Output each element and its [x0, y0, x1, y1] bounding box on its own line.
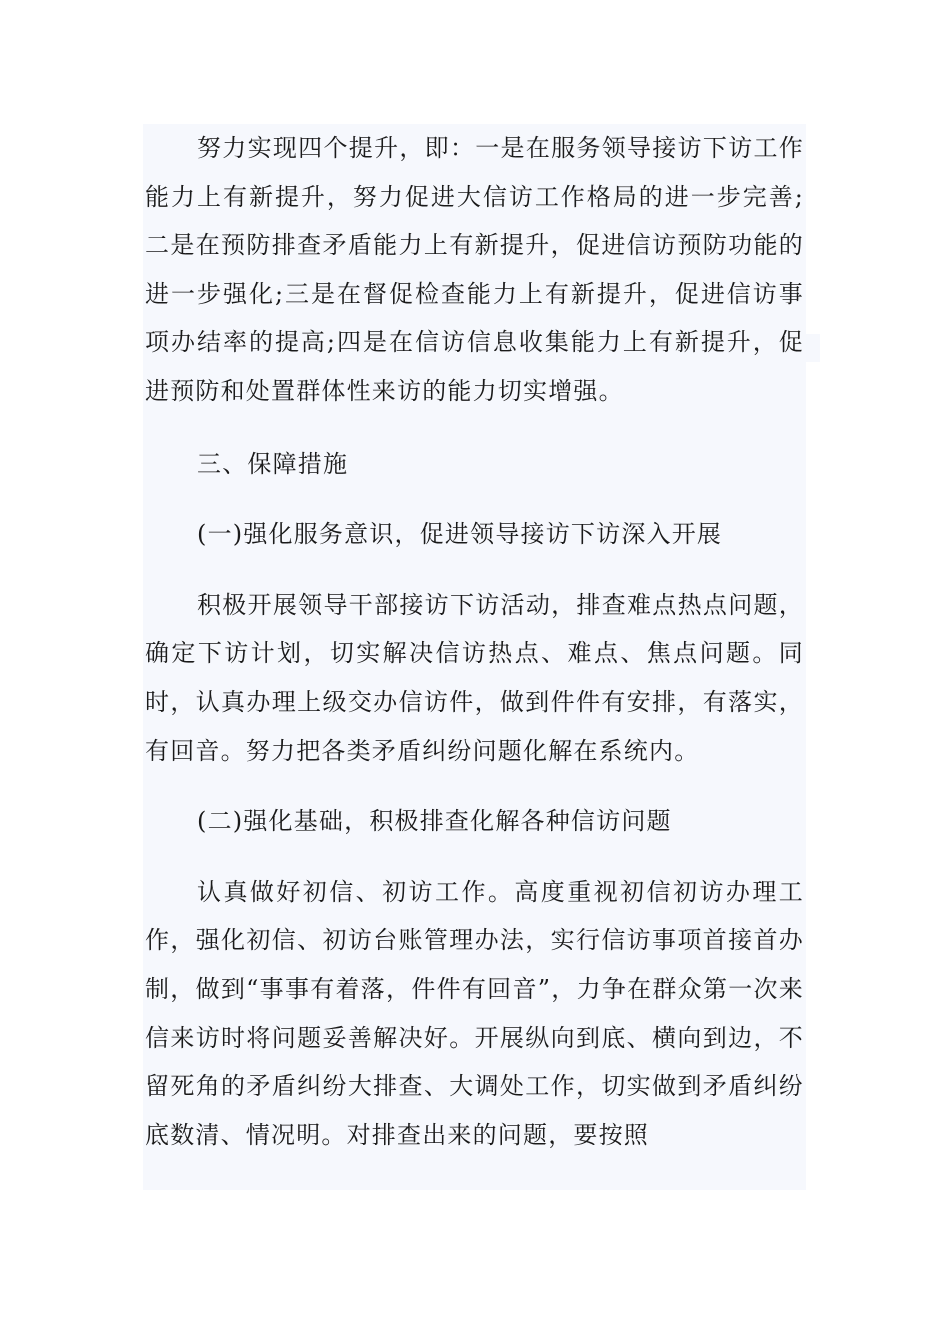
- paragraph-leadership-visits: 积极开展领导干部接访下访活动，排查难点热点问题，确定下访计划，切实解决信访热点、难点、焦点问题。同时，认真办理上级交办信访件，做到件件有安排，有落实，有回音。努力把各类矛盾纠纷问题化解在系统内。: [145, 590, 804, 765]
- section-heading-safeguards: 三、保障措施: [197, 449, 349, 478]
- subsection-heading-strengthen-foundation: (二)强化基础，积极排查化解各种信访问题: [197, 807, 672, 836]
- paragraph-initial-visits: 认真做好初信、初访工作。高度重视初信初访办理工作，强化初信、初访台账管理办法，实行信访事项首接首办制，做到“事事有着落，件件有回音”，力争在群众第一次来信来访时将问题妥善解决好。开展纵向到底、横向到边，不留死角的矛盾纠纷大排查、大调处工作，切实做到矛盾纠纷底数清、情况明。对排查出来的问题，要按照: [145, 877, 804, 1149]
- document-text-block: [143, 124, 806, 1190]
- paragraph-four-improvements: 努力实现四个提升，即：一是在服务领导接访下访工作能力上有新提升，努力促进大信访工作格局的进一步完善;二是在预防排查矛盾能力上有新提升，促进信访预防功能的进一步强化;三是在督促检查能力上有新提升，促进信访事项办结率的提高;四是在信访信息收集能力上有新提升，促进预防和处置群体性来访的能力切实增强。: [145, 134, 804, 405]
- subsection-heading-service-awareness: (一)强化服务意识，促进领导接访下访深入开展: [197, 520, 723, 549]
- margin-mark: [806, 334, 820, 362]
